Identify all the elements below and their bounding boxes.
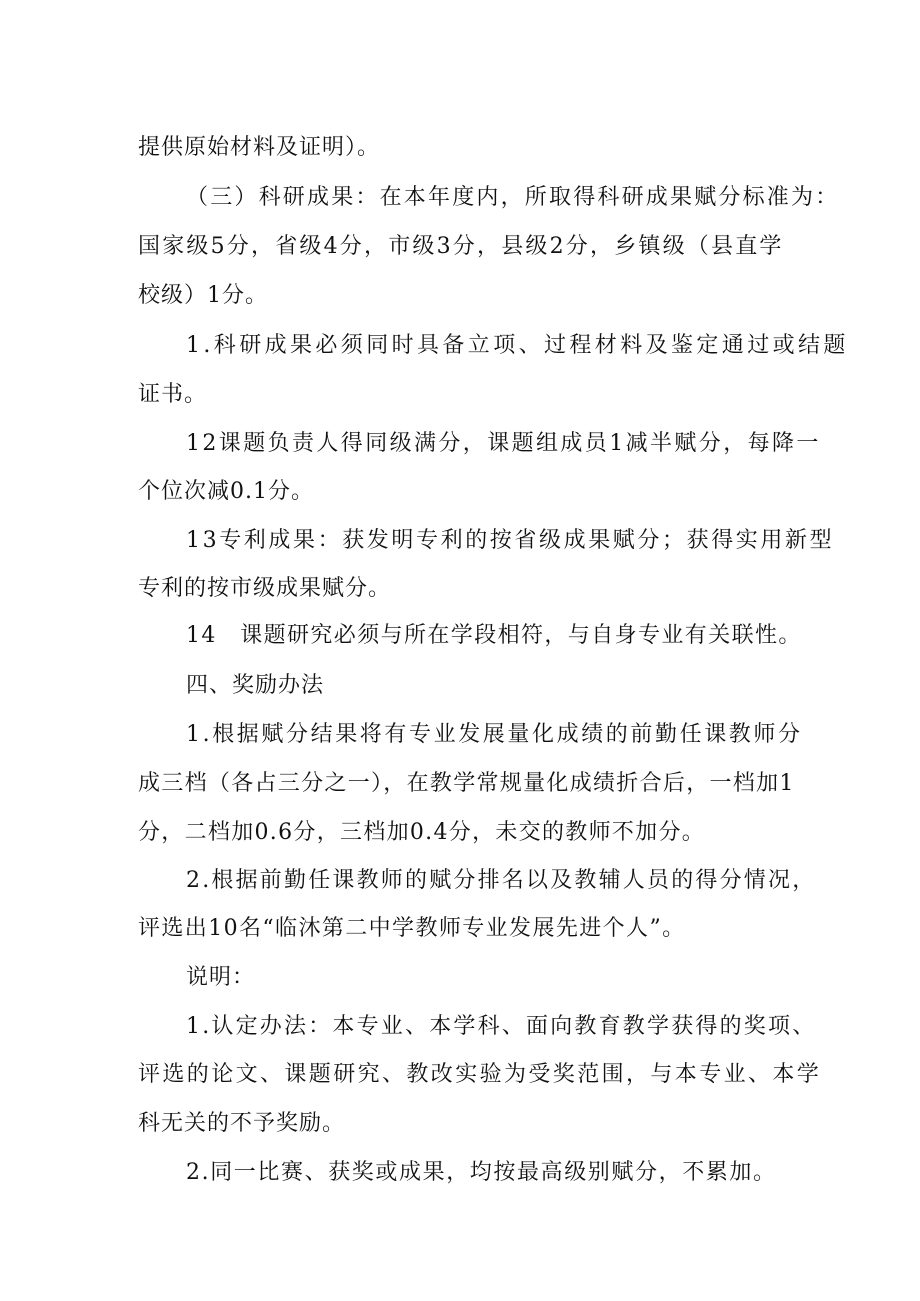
text-line-6: 证书。 bbox=[138, 382, 208, 407]
text-line-19: 1.认定办法：本专业、本学科、面向教育教学获得的奖项、 bbox=[186, 1014, 817, 1039]
text-line-20: 评选的论文、课题研究、教改实验为受奖范围，与本专业、本学 bbox=[138, 1062, 822, 1087]
text-line-10: 专利的按市级成果赋分。 bbox=[138, 576, 392, 601]
text-line-4: 校级）1分。 bbox=[138, 283, 268, 308]
text-line-17: 评选出10名“临沐第二中学教师专业发展先进个人”。 bbox=[138, 916, 686, 941]
notes-heading: 说明： bbox=[186, 965, 256, 990]
text-line-21: 科无关的不予奖励。 bbox=[138, 1111, 346, 1136]
text-line-14: 成三档（各占三分之一），在教学常规量化成绩折合后，一档加1 bbox=[138, 771, 795, 796]
text-line-3: 国家级5分，省级4分，市级3分，县级2分，乡镇级（县直学 bbox=[138, 234, 784, 259]
text-line-9: 13专利成果：获发明专利的按省级成果赋分；获得实用新型 bbox=[186, 528, 835, 553]
text-line-13: 1.根据赋分结果将有专业发展量化成绩的前勤任课教师分 bbox=[186, 722, 803, 747]
section-heading-rewards: 四、奖励办法 bbox=[186, 673, 325, 698]
text-line-8: 个位次减0.1分。 bbox=[138, 479, 314, 504]
text-line-11: 14 课题研究必须与所在学段相符，与自身专业有关联性。 bbox=[186, 623, 802, 648]
text-line-15: 分，二档加0.6分，三档加0.4分，未交的教师不加分。 bbox=[138, 820, 706, 845]
text-line-16: 2.根据前勤任课教师的赋分排名以及教辅人员的得分情况， bbox=[186, 868, 817, 893]
text-line-22: 2.同一比赛、获奖或成果，均按最高级别赋分，不累加。 bbox=[186, 1160, 777, 1185]
text-line-2: （三）科研成果：在本年度内，所取得科研成果赋分标准为： bbox=[186, 185, 840, 210]
text-line-5: 1.科研成果必须同时具备立项、过程材料及鉴定通过或结题 bbox=[186, 333, 849, 358]
text-line-7: 12课题负责人得同级满分，课题组成员1减半赋分，每降一 bbox=[186, 431, 821, 456]
text-line-1: 提供原始材料及证明）。 bbox=[138, 135, 381, 160]
